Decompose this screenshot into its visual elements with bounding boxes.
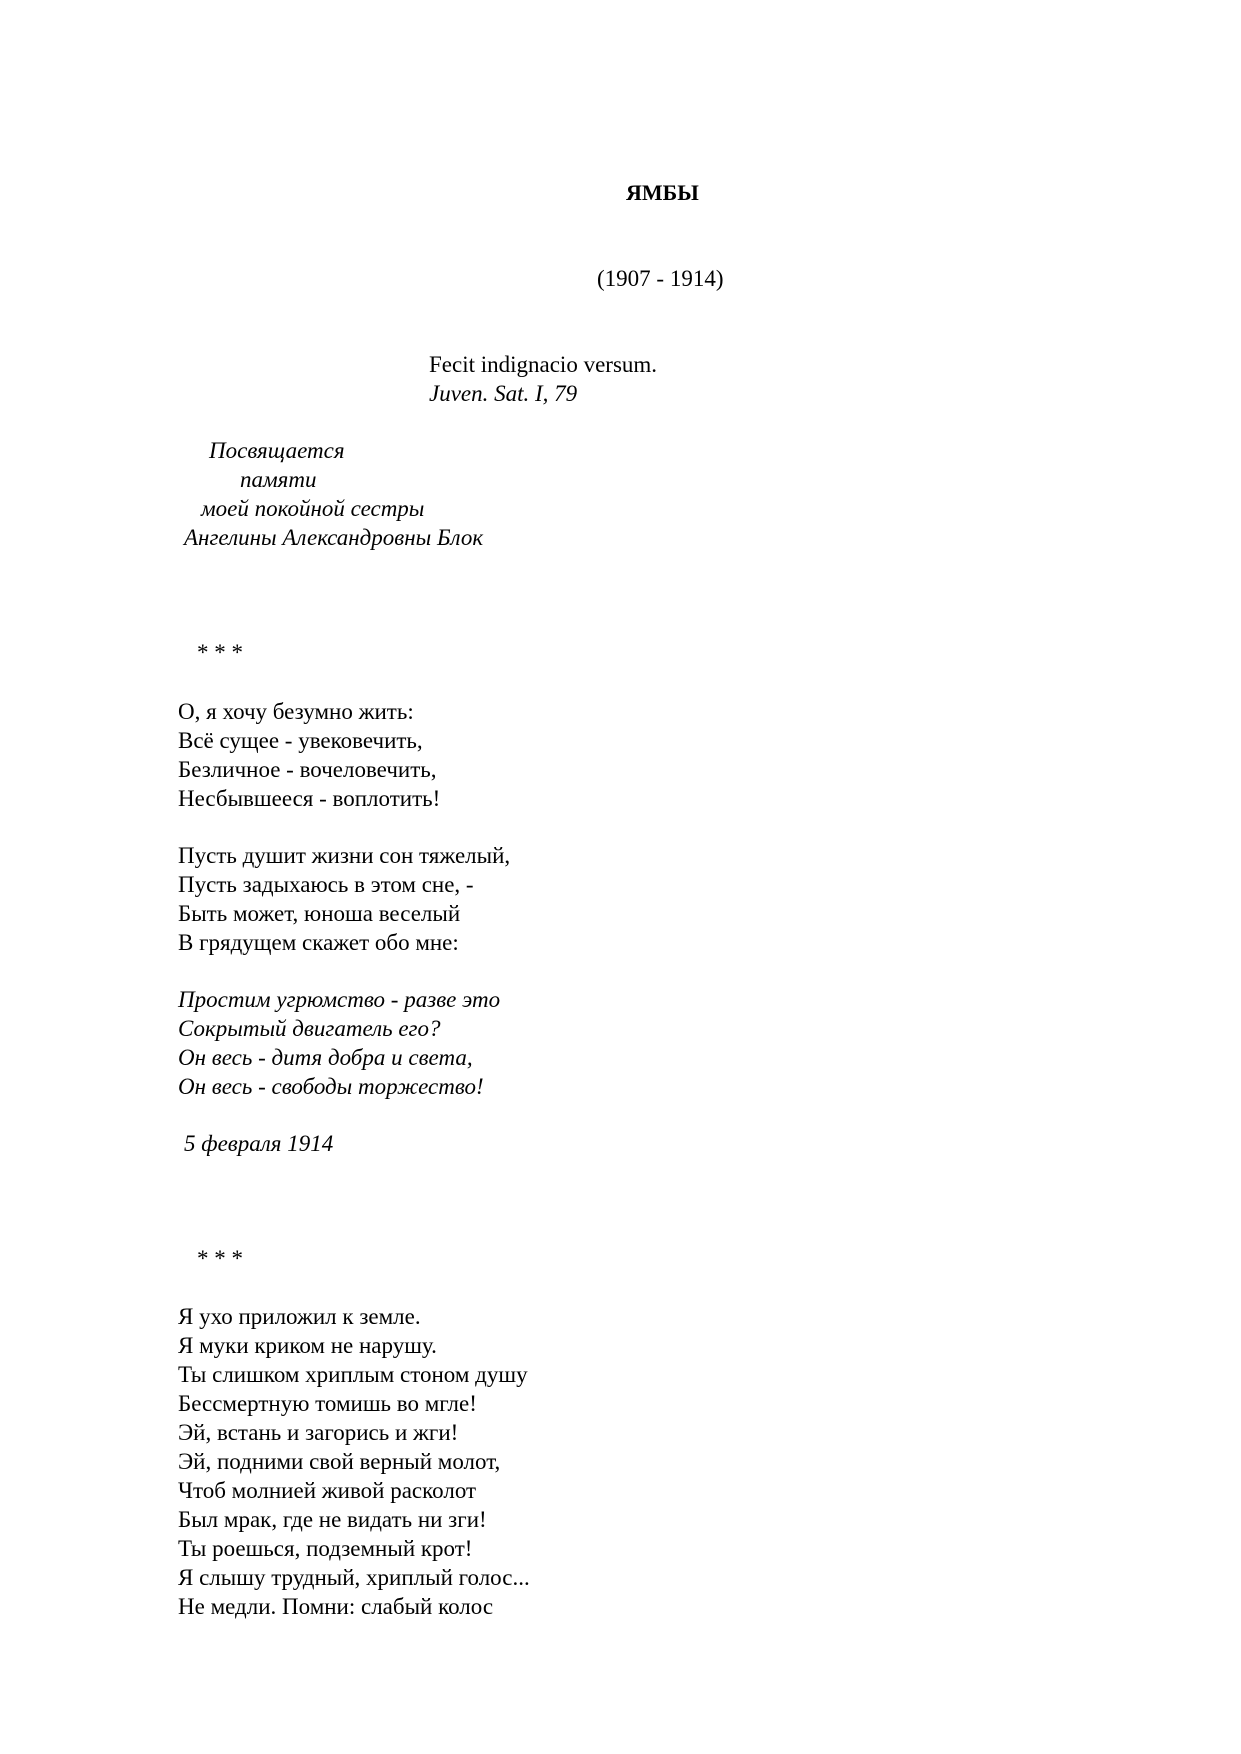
verse-line: Бессмертную томишь во мгле! (178, 1391, 477, 1416)
section-separator: * * * (197, 640, 243, 665)
verse-line: О, я хочу безумно жить: (178, 699, 414, 724)
poem1-stanza3 (178, 985, 500, 1101)
poem1-stanza1 (178, 697, 440, 813)
epigraph-text: Fecit indignacio versum. (429, 352, 658, 377)
verse-line: Ты слишком хриплым стоном душу (178, 1362, 528, 1387)
page-title: ЯМБЫ (626, 180, 699, 205)
verse-line: Всё сущее - увековечить, (178, 728, 423, 753)
dedication-line: Ангелины Александровны Блок (184, 525, 484, 550)
verse-line: Пусть душит жизни сон тяжелый, (178, 843, 511, 868)
verse-line: Пусть задыхаюсь в этом сне, - (178, 872, 474, 897)
poem2-stanza (178, 1302, 530, 1621)
verse-line: Ты роешься, подземный крот! (178, 1536, 473, 1561)
poem1-stanza2 (178, 841, 510, 957)
dedication-line: памяти (240, 467, 317, 492)
years: (1907 - 1914) (597, 266, 724, 291)
epigraph-source: Juven. Sat. I, 79 (429, 381, 578, 406)
dedication-line: Посвящается (209, 438, 345, 463)
section-separator: * * * (197, 1246, 243, 1271)
verse-line: Он весь - дитя добра и света, (178, 1045, 473, 1070)
poem-date: 5 февраля 1914 (184, 1131, 334, 1156)
verse-line: Был мрак, где не видать ни зги! (178, 1507, 487, 1532)
verse-line: Я муки криком не нарушу. (178, 1333, 437, 1358)
verse-line: Эй, подними свой верный молот, (178, 1449, 501, 1474)
dedication-line: моей покойной сестры (201, 496, 425, 521)
verse-line: Я слышу трудный, хриплый голос... (178, 1565, 530, 1590)
verse-line: Сокрытый двигатель его? (178, 1016, 441, 1041)
verse-line: Несбывшееся - воплотить! (178, 786, 441, 811)
verse-line: Чтоб молнией живой расколот (178, 1478, 477, 1503)
verse-line: Эй, встань и загорись и жги! (178, 1420, 459, 1445)
verse-line: Я ухо приложил к земле. (178, 1304, 421, 1329)
verse-line: Он весь - свободы торжество! (178, 1074, 484, 1099)
verse-line: В грядущем скажет обо мне: (178, 930, 459, 955)
verse-line: Простим угрюмство - разве это (178, 987, 501, 1012)
verse-line: Безличное - вочеловечить, (178, 757, 437, 782)
verse-line: Быть может, юноша веселый (178, 901, 461, 926)
verse-line: Не медли. Помни: слабый колос (178, 1594, 494, 1619)
